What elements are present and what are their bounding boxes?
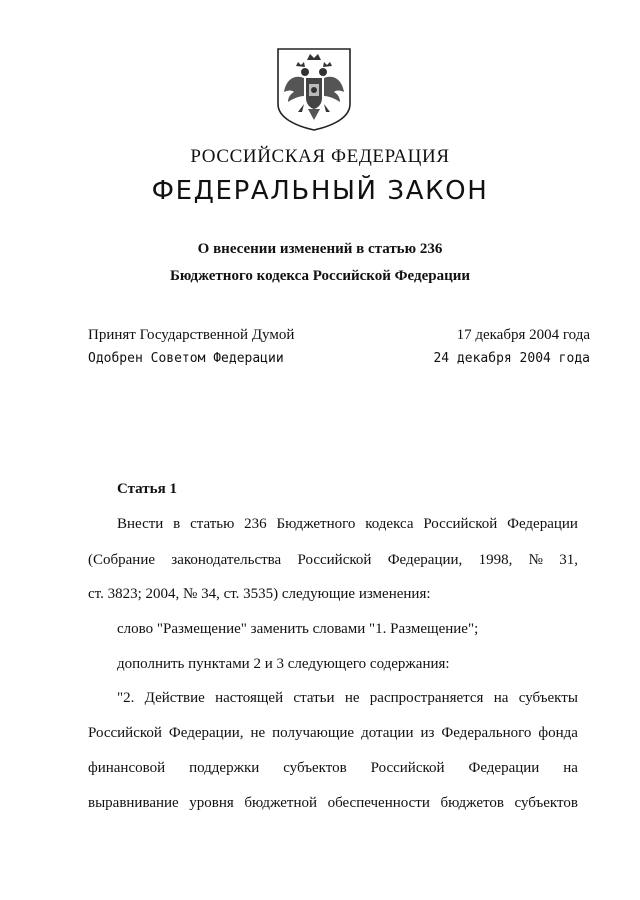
article-text-line: слово "Размещение" заменить словами "1. Размещение"; (117, 621, 479, 637)
council-approval-date: 24 декабря 2004 года (433, 351, 590, 366)
article-text-line: "2. Действие настоящей статьи не распространяется на субъекты (117, 690, 578, 706)
law-type-heading: ФЕДЕРАЛЬНЫЙ ЗАКОН (151, 176, 489, 206)
law-title-line-1: О внесении изменений в статью 236 (197, 241, 443, 257)
article-text-line: дополнить пунктами 2 и 3 следующего содержания: (117, 656, 450, 672)
article-1-heading: Статья 1 (117, 481, 177, 497)
article-text-line: Внести в статью 236 Бюджетного кодекса Российской Федерации (117, 516, 578, 532)
article-text-line: ст. 3823; 2004, № 34, ст. 3535) следующие изменения: (88, 586, 431, 602)
article-text-line: выравнивание уровня бюджетной обеспеченности бюджетов субъектов (88, 795, 578, 811)
article-text-line: Российской Федерации, не получающие дотации из Федерального фонда (88, 725, 578, 741)
duma-adoption-date: 17 декабря 2004 года (456, 327, 590, 343)
duma-adoption-label: Принят Государственной Думой (88, 327, 295, 343)
country-heading: РОССИЙСКАЯ ФЕДЕРАЦИЯ (190, 146, 450, 167)
article-text-line: (Собрание законодательства Российской Федерации, 1998, № 31, (88, 552, 578, 568)
law-title-line-2: Бюджетного кодекса Российской Федерации (169, 268, 470, 284)
article-text-line: финансовой поддержки субъектов Российской Федерации на (88, 760, 578, 776)
coat-of-arms-emblem (274, 46, 354, 132)
council-approval-label: Одобрен Советом Федерации (88, 351, 284, 366)
